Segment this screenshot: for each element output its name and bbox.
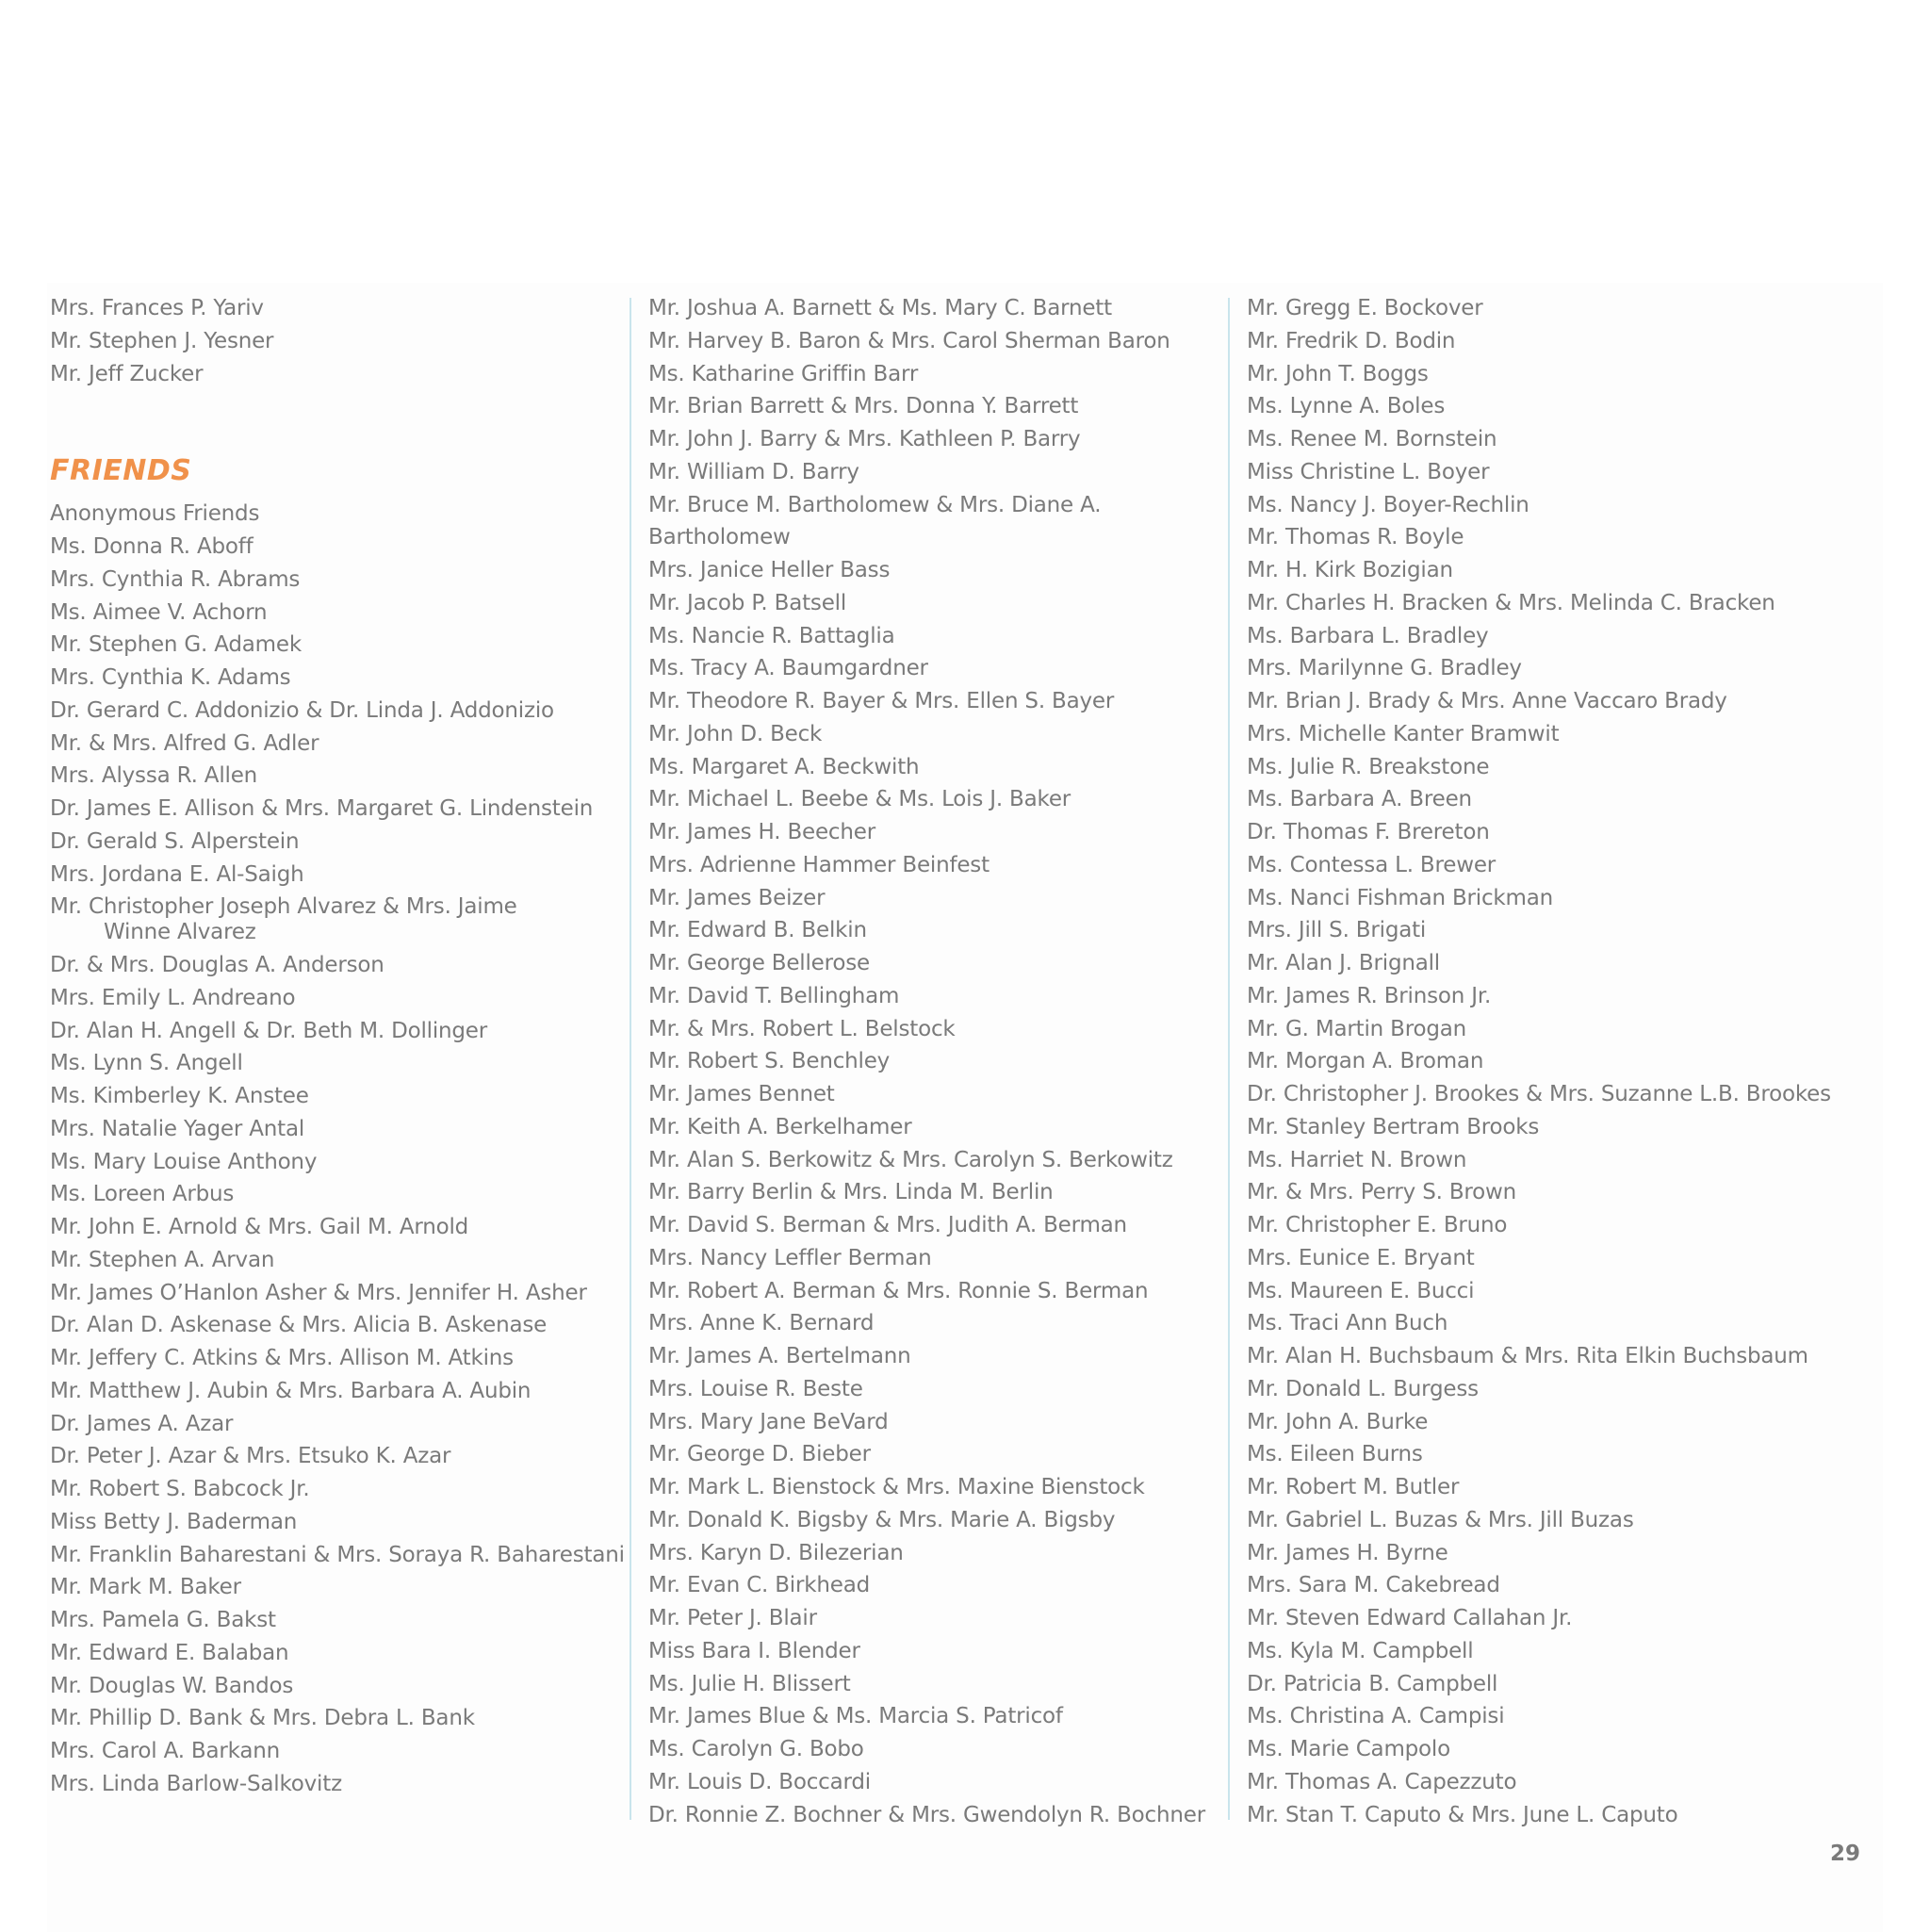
donor-name: Mr. Alan H. Buchsbaum & Mrs. Rita Elkin Buchsbaum: [1247, 1344, 1808, 1368]
column-divider: [630, 298, 631, 1820]
donor-name: Mr. Donald L. Burgess: [1247, 1376, 1479, 1401]
donor-name: Mrs. Natalie Yager Antal: [50, 1116, 305, 1141]
donor-name: Mrs. Janice Heller Bass: [648, 558, 891, 582]
donor-name: Miss Betty J. Baderman: [50, 1509, 298, 1534]
donor-name: Ms. Christina A. Campisi: [1247, 1704, 1505, 1729]
donor-name: Ms. Aimee V. Achorn: [50, 599, 268, 625]
donor-name: Mr. Edward E. Balaban: [50, 1640, 289, 1665]
donor-name: Mr. & Mrs. Robert L. Belstock: [648, 1016, 956, 1041]
donor-name: Mr. Christopher Joseph Alvarez & Mrs. Jaime: [50, 894, 517, 920]
donor-column-1: [50, 292, 625, 1801]
donor-name: Mr. Matthew J. Aubin & Mrs. Barbara A. Aubin: [50, 1378, 532, 1403]
donor-name: Mr. John E. Arnold & Mrs. Gail M. Arnold: [50, 1215, 469, 1239]
donor-name: Mr. Jeff Zucker: [50, 361, 204, 386]
donor-name: Mr. Thomas R. Boyle: [1247, 525, 1464, 550]
donor-name: Mr. Theodore R. Bayer & Mrs. Ellen S. Bayer: [648, 689, 1115, 713]
donor-name: Mr. Harvey B. Baron & Mrs. Carol Sherman Baron: [648, 328, 1170, 353]
donor-name: Dr. Thomas F. Brereton: [1247, 820, 1490, 844]
donor-column-3: [1247, 292, 1869, 1831]
donor-name: Mr. James H. Byrne: [1247, 1540, 1448, 1565]
donor-name: Ms. Mary Louise Anthony: [50, 1149, 318, 1174]
donor-name: Mr. Morgan A. Broman: [1247, 1049, 1484, 1074]
donor-name: Mr. Mark L. Bienstock & Mrs. Maxine Bienstock: [648, 1475, 1145, 1499]
column-divider: [1228, 298, 1230, 1820]
donor-name: Ms. Nancie R. Battaglia: [648, 623, 895, 648]
donor-name: Ms. Nanci Fishman Brickman: [1247, 885, 1554, 910]
donor-name: Mr. Robert S. Benchley: [648, 1049, 891, 1074]
donor-name: Ms. Lynne A. Boles: [1247, 394, 1446, 419]
donor-name: Mr. Donald K. Bigsby & Mrs. Marie A. Bigsby: [648, 1507, 1116, 1532]
donor-name: Dr. James E. Allison & Mrs. Margaret G. Lindenstein: [50, 796, 594, 821]
donor-name: Mr. Alan S. Berkowitz & Mrs. Carolyn S. Berkowitz: [648, 1147, 1173, 1172]
donor-name: Dr. Christopher J. Brookes & Mrs. Suzanne L.B. Brookes: [1247, 1082, 1831, 1106]
donor-name: Mrs. Carol A. Barkann: [50, 1739, 281, 1763]
donor-name: Mr. Louis D. Boccardi: [648, 1769, 871, 1794]
donor-name: Mr. Brian J. Brady & Mrs. Anne Vaccaro Brady: [1247, 689, 1727, 713]
donor-name: Ms. Kimberley K. Anstee: [50, 1084, 309, 1108]
donor-name: Dr. Alan H. Angell & Dr. Beth M. Dollinger: [50, 1018, 488, 1043]
donor-name: Mr. George Bellerose: [648, 951, 870, 975]
donor-name: Mr. Michael L. Beebe & Ms. Lois J. Baker: [648, 787, 1071, 812]
donor-name: Mrs. Cynthia R. Abrams: [50, 566, 301, 592]
donor-name: Miss Bara I. Blender: [648, 1638, 860, 1663]
donor-name: Anonymous Friends: [50, 501, 260, 527]
donor-name: Mrs. Michelle Kanter Bramwit: [1247, 721, 1560, 746]
donor-name: Mr. John J. Barry & Mrs. Kathleen P. Barry: [648, 427, 1081, 451]
donor-name: Mrs. Emily L. Andreano: [50, 985, 296, 1010]
donor-name: Dr. Patricia B. Campbell: [1247, 1671, 1498, 1696]
donor-name: Ms. Contessa L. Brewer: [1247, 852, 1497, 877]
donor-name: Mrs. Cynthia K. Adams: [50, 665, 291, 690]
donor-name: Mr. David T. Bellingham: [648, 983, 900, 1008]
donor-name: Mr. James H. Beecher: [648, 820, 875, 844]
donor-name: Mr. Bruce M. Bartholomew & Mrs. Diane A.: [648, 492, 1102, 517]
donor-name: Ms. Lynn S. Angell: [50, 1051, 243, 1076]
donor-name: Ms. Traci Ann Buch: [1247, 1311, 1448, 1336]
donor-name: Ms. Julie H. Blissert: [648, 1671, 851, 1696]
donor-name: Ms. Eileen Burns: [1247, 1442, 1423, 1467]
donor-name: Mrs. Marilynne G. Bradley: [1247, 656, 1522, 681]
donor-name: Mr. Robert M. Butler: [1247, 1475, 1460, 1499]
donor-name: Mrs. Karyn D. Bilezerian: [648, 1540, 904, 1565]
donor-name-continuation: Winne Alvarez: [104, 920, 256, 944]
donor-name: Mr. Stephen G. Adamek: [50, 632, 302, 658]
donor-name: Mr. John A. Burke: [1247, 1409, 1429, 1434]
donor-name: Mr. Alan J. Brignall: [1247, 951, 1440, 975]
donor-name: Mrs. Alyssa R. Allen: [50, 763, 258, 789]
donor-name: Mr. James A. Bertelmann: [648, 1344, 911, 1368]
page-number: 29: [1830, 1842, 1861, 1866]
donor-name: Ms. Margaret A. Beckwith: [648, 754, 920, 779]
donor-name: Mr. James O’Hanlon Asher & Mrs. Jennifer H. Asher: [50, 1280, 587, 1305]
donor-name: Mr. H. Kirk Bozigian: [1247, 558, 1453, 582]
donor-name: Mrs. Pamela G. Bakst: [50, 1608, 276, 1632]
donor-name: Mr. Evan C. Birkhead: [648, 1573, 870, 1598]
donor-name: Mr. Jacob P. Batsell: [648, 590, 847, 615]
donor-name: Ms. Kyla M. Campbell: [1247, 1638, 1474, 1663]
donor-name: Mr. Stephen J. Yesner: [50, 328, 274, 353]
donor-name: Mr. James R. Brinson Jr.: [1247, 983, 1492, 1008]
donor-name: Mr. Edward B. Belkin: [648, 918, 867, 943]
donor-name: Mr. Joshua A. Barnett & Ms. Mary C. Barnett: [648, 296, 1112, 320]
donor-name: Mr. Barry Berlin & Mrs. Linda M. Berlin: [648, 1180, 1054, 1205]
donor-name: Mr. Franklin Baharestani & Mrs. Soraya R. Baharestani: [50, 1542, 625, 1567]
donor-name: Mrs. Frances P. Yariv: [50, 296, 264, 320]
donor-name: Mr. William D. Barry: [648, 459, 859, 484]
donor-name: Ms. Barbara A. Breen: [1247, 787, 1472, 812]
donor-name: Mr. G. Martin Brogan: [1247, 1016, 1467, 1041]
donor-name: Dr. Gerard C. Addonizio & Dr. Linda J. Addonizio: [50, 697, 554, 723]
donor-name: Mr. David S. Berman & Mrs. Judith A. Berman: [648, 1213, 1127, 1237]
donor-name: Mr. George D. Bieber: [648, 1442, 871, 1467]
donor-name: Mr. James Beizer: [648, 885, 826, 910]
donor-name: Mr. Charles H. Bracken & Mrs. Melinda C. Bracken: [1247, 590, 1775, 615]
donor-name: Mr. Robert A. Berman & Mrs. Ronnie S. Berman: [648, 1278, 1149, 1303]
donor-name: Mr. Stanley Bertram Brooks: [1247, 1114, 1540, 1139]
donor-name: Dr. Peter J. Azar & Mrs. Etsuko K. Azar: [50, 1444, 451, 1469]
donor-name: Mr. John T. Boggs: [1247, 361, 1429, 386]
donor-name: Ms. Julie R. Breakstone: [1247, 754, 1490, 779]
donor-name: Mr. Steven Edward Callahan Jr.: [1247, 1606, 1573, 1630]
donor-name: Mr. Douglas W. Bandos: [50, 1673, 294, 1698]
donor-name: Dr. Ronnie Z. Bochner & Mrs. Gwendolyn R. Bochner: [648, 1802, 1205, 1827]
donor-name: Dr. James A. Azar: [50, 1411, 234, 1436]
donor-name: Dr. & Mrs. Douglas A. Anderson: [50, 953, 384, 977]
section-gap: [50, 390, 625, 452]
donor-name: Mr. Keith A. Berkelhamer: [648, 1114, 912, 1139]
donor-name: Mr. Jeffery C. Atkins & Mrs. Allison M. Atkins: [50, 1346, 514, 1370]
donor-name: Ms. Loreen Arbus: [50, 1182, 235, 1207]
donor-name: Mr. Robert S. Babcock Jr.: [50, 1477, 310, 1501]
donor-name: Mrs. Eunice E. Bryant: [1247, 1245, 1475, 1270]
donor-name: Ms. Nancy J. Boyer-Rechlin: [1247, 492, 1529, 517]
donor-name: Mrs. Nancy Leffler Berman: [648, 1245, 932, 1270]
donor-name: Mrs. Linda Barlow-Salkovitz: [50, 1771, 342, 1796]
donor-name: Mr. Gabriel L. Buzas & Mrs. Jill Buzas: [1247, 1507, 1634, 1532]
donor-name: Mr. Stan T. Caputo & Mrs. June L. Caputo: [1247, 1802, 1678, 1827]
donor-name: Mr. James Bennet: [648, 1082, 835, 1106]
donor-name: Mr. Phillip D. Bank & Mrs. Debra L. Bank: [50, 1706, 475, 1731]
donor-name: Ms. Maureen E. Bucci: [1247, 1278, 1475, 1303]
donor-name: Ms. Barbara L. Bradley: [1247, 623, 1489, 648]
donor-name: Mr. Thomas A. Capezzuto: [1247, 1769, 1517, 1794]
donor-name: Dr. Gerald S. Alperstein: [50, 828, 300, 854]
donor-name: Bartholomew: [648, 525, 791, 550]
donor-name: Miss Christine L. Boyer: [1247, 459, 1490, 484]
donor-name: Mrs. Louise R. Beste: [648, 1376, 863, 1401]
donor-name: Ms. Katharine Griffin Barr: [648, 361, 919, 386]
donor-name: Mr. Christopher E. Bruno: [1247, 1213, 1508, 1237]
donor-name: Ms. Carolyn G. Bobo: [648, 1737, 864, 1761]
donor-name: Mrs. Adrienne Hammer Beinfest: [648, 852, 990, 877]
donor-name: Ms. Harriet N. Brown: [1247, 1147, 1467, 1172]
donor-name: Mrs. Sara M. Cakebread: [1247, 1573, 1500, 1598]
donor-name: Mrs. Jill S. Brigati: [1247, 918, 1427, 943]
donor-name: Mr. Stephen A. Arvan: [50, 1247, 275, 1272]
donor-name: Mr. James Blue & Ms. Marcia S. Patricof: [648, 1704, 1063, 1729]
donor-name: Mr. & Mrs. Alfred G. Adler: [50, 730, 319, 756]
donor-name: Mr. Fredrik D. Bodin: [1247, 328, 1456, 353]
friends-heading: FRIENDS: [50, 454, 192, 488]
donor-name: Mr. & Mrs. Perry S. Brown: [1247, 1180, 1517, 1205]
donor-name: Mr. Brian Barrett & Mrs. Donna Y. Barrett: [648, 394, 1079, 419]
donor-name: Mrs. Anne K. Bernard: [648, 1311, 875, 1336]
donor-name: Mr. John D. Beck: [648, 721, 823, 746]
donor-name: Mr. Gregg E. Bockover: [1247, 296, 1483, 320]
donor-name: Ms. Marie Campolo: [1247, 1737, 1450, 1761]
donor-name: Ms. Tracy A. Baumgardner: [648, 656, 928, 681]
donor-name: Mr. Mark M. Baker: [50, 1575, 241, 1600]
donor-name: Ms. Renee M. Bornstein: [1247, 427, 1497, 451]
donor-name: Ms. Donna R. Aboff: [50, 534, 254, 559]
donor-name: Mrs. Mary Jane BeVard: [648, 1409, 889, 1434]
donor-name: Mrs. Jordana E. Al-Saigh: [50, 861, 304, 887]
donor-column-2: [648, 292, 1223, 1831]
donor-name: Dr. Alan D. Askenase & Mrs. Alicia B. Askenase: [50, 1313, 548, 1338]
donor-name: Mr. Peter J. Blair: [648, 1606, 817, 1630]
